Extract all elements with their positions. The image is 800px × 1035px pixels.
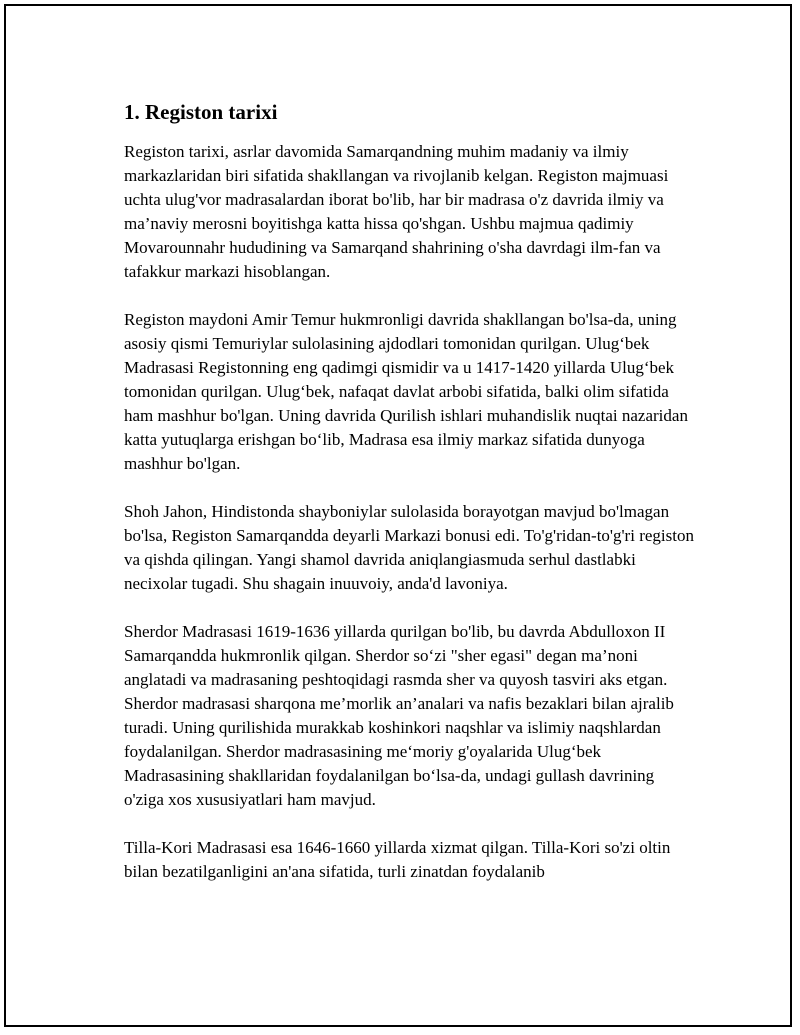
paragraph-1: Registon tarixi, asrlar davomida Samarqandning muhim madaniy va ilmiy markazlaridan biri sifatida shakllangan va rivojlanib kelgan. Registon majmuasi uchta ulug'vor madrasalardan iborat bo'lib, har bir madrasa o'z davrida ilmiy va ma’naviy merosni boyitishga katta hissa qo'shgan. Ushbu majmua qadimiy Movarounnahr hududining va Samarqand shahrining o'sha davrdagi ilm-fan va tafakkur markazi hisoblangan.	[124, 142, 669, 281]
section-heading: 1. Registon tarixi	[124, 100, 278, 124]
paragraph-3: Shoh Jahon, Hindistonda shayboniylar sulolasida borayotgan mavjud bo'lmagan bo'lsa, Registon Samarqandda deyarli Markazi bonusi edi. To'g'ridan-to'g'ri registon va qishda qilingan. Yangi shamol davrida aniqlangiasmuda serhul dastlabki necixolar tugadi. Shu shagain inuuvoiy, anda'd lavoniya.	[124, 502, 694, 593]
page-frame	[4, 4, 792, 1027]
document-body	[124, 98, 694, 908]
paragraph-5: Tilla-Kori Madrasasi esa 1646-1660 yillarda xizmat qilgan. Tilla-Kori so'zi oltin bilan bezatilganligini an'ana sifatida, turli zinatdan foydalanib	[124, 838, 671, 881]
paragraph-2: Registon maydoni Amir Temur hukmronligi davrida shakllangan bo'lsa-da, uning asosiy qismi Temuriylar sulolasining ajdodlari tomonidan qurilgan. Ulug‘bek Madrasasi Registonning eng qadimgi qismidir va u 1417-1420 yillarda Ulug‘bek tomonidan qurilgan. Ulug‘bek, nafaqat davlat arbobi sifatida, balki olim sifatida ham mashhur bo'lgan. Uning davrida Qurilish ishlari muhandislik nuqtai nazaridan katta yutuqlarga erishgan bo‘lib, Madrasa esa ilmiy markaz sifatida dunyoga mashhur bo'lgan.	[124, 310, 688, 473]
paragraph-4: Sherdor Madrasasi 1619-1636 yillarda qurilgan bo'lib, bu davrda Abdulloxon II Samarqandda hukmronlik qilgan. Sherdor so‘zi "sher egasi" degan ma’noni anglatadi va madrasaning peshtoqidagi rasmda sher va quyosh tasviri aks etgan. Sherdor madrasasi sharqona me’morlik an’analari va nafis bezaklari bilan ajralib turadi. Uning qurilishida murakkab koshinkori naqshlar va islimiy naqshlardan foydalanilgan. Sherdor madrasasining meʻmoriy g'oyalarida Ulug‘bek Madrasasining shakllaridan foydalanilgan bo‘lsa-da, undagi gullash davrining o'ziga xos xususiyatlari ham mavjud.	[124, 622, 674, 809]
